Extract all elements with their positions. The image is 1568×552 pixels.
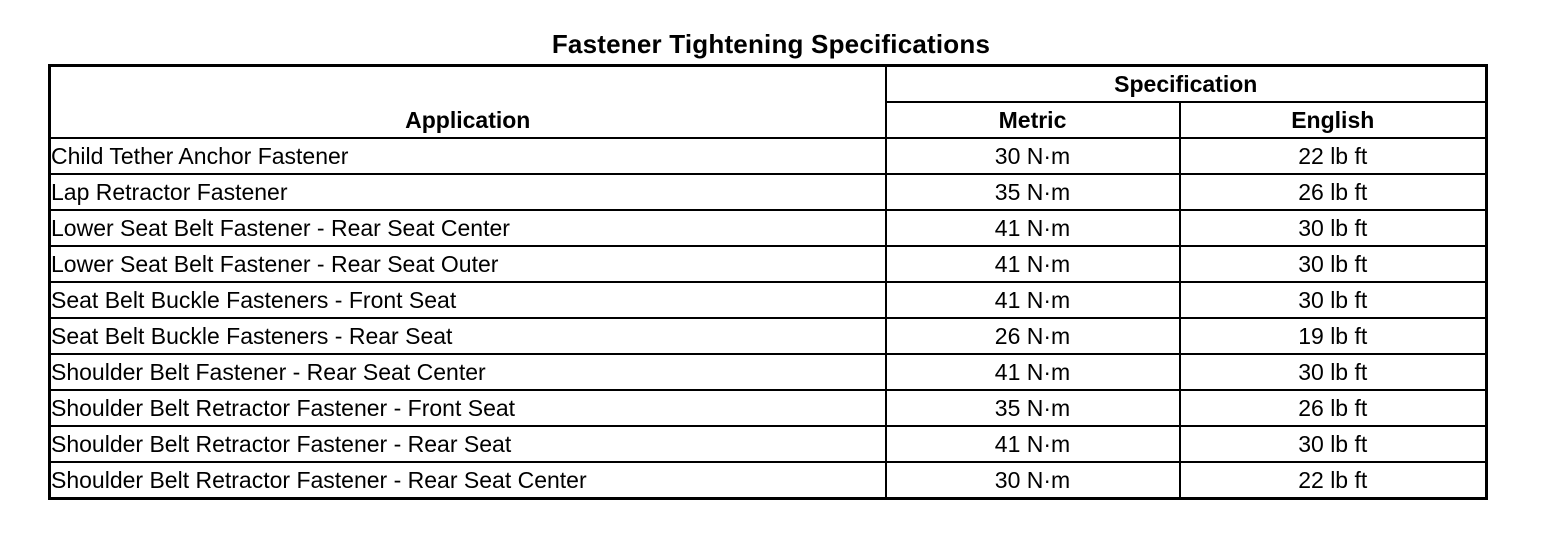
table-row [50,354,1487,390]
metric-cell: 41 N·m [886,354,1180,390]
english-cell: 30 lb ft [1180,354,1487,390]
english-cell: 30 lb ft [1180,210,1487,246]
table-row [50,426,1487,462]
table-row [50,246,1487,282]
application-cell: Lower Seat Belt Fastener - Rear Seat Center [50,210,886,246]
specification-header: Specification [886,66,1487,103]
english-cell: 30 lb ft [1180,282,1487,318]
english-cell: 30 lb ft [1180,426,1487,462]
application-cell: Shoulder Belt Retractor Fastener - Rear Seat Center [50,462,886,499]
application-cell: Lower Seat Belt Fastener - Rear Seat Outer [50,246,886,282]
specifications-table [48,64,1488,500]
english-cell: 22 lb ft [1180,462,1487,499]
table-body [50,138,1487,499]
english-cell: 30 lb ft [1180,246,1487,282]
table-row [50,210,1487,246]
table-title: Fastener Tightening Specifications [551,29,991,59]
table-row [50,318,1487,354]
metric-cell: 30 N·m [886,138,1180,174]
metric-cell: 30 N·m [886,462,1180,499]
english-cell: 19 lb ft [1180,318,1487,354]
application-cell: Child Tether Anchor Fastener [50,138,886,174]
table-row [50,390,1487,426]
metric-cell: 41 N·m [886,282,1180,318]
english-cell: 22 lb ft [1180,138,1487,174]
metric-header: Metric [886,102,1180,138]
english-cell: 26 lb ft [1180,174,1487,210]
application-cell: Shoulder Belt Retractor Fastener - Front Seat [50,390,886,426]
header-row-top [50,66,1487,103]
metric-cell: 35 N·m [886,174,1180,210]
metric-cell: 41 N·m [886,426,1180,462]
table-row [50,282,1487,318]
metric-cell: 26 N·m [886,318,1180,354]
application-cell: Shoulder Belt Fastener - Rear Seat Center [50,354,886,390]
application-header: Application [50,66,886,139]
metric-cell: 41 N·m [886,246,1180,282]
metric-cell: 41 N·m [886,210,1180,246]
table-row [50,462,1487,499]
english-cell: 26 lb ft [1180,390,1487,426]
application-cell: Shoulder Belt Retractor Fastener - Rear Seat [50,426,886,462]
table-row [50,138,1487,174]
english-header: English [1180,102,1487,138]
table-header [50,66,1487,139]
application-cell: Lap Retractor Fastener [50,174,886,210]
application-cell: Seat Belt Buckle Fasteners - Rear Seat [50,318,886,354]
table-row [50,174,1487,210]
metric-cell: 35 N·m [886,390,1180,426]
application-cell: Seat Belt Buckle Fasteners - Front Seat [50,282,886,318]
